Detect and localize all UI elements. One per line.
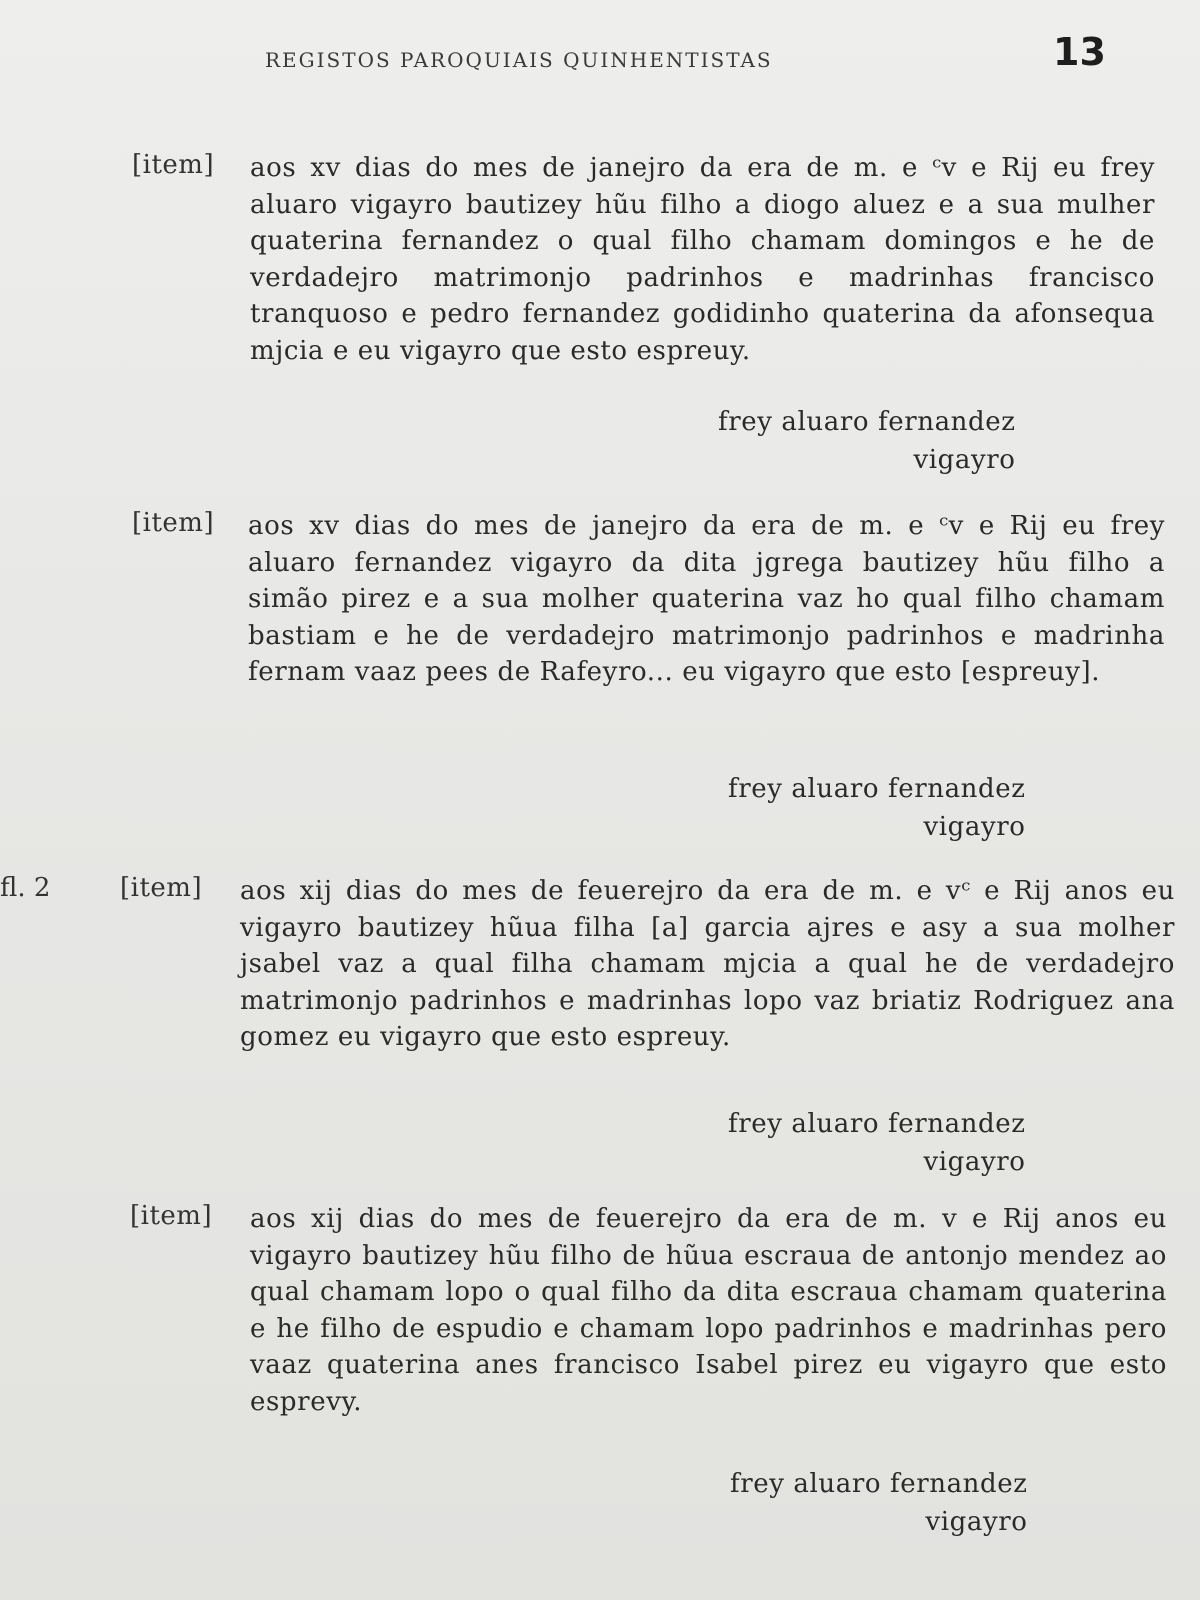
- folio-marker: fl. 2: [0, 873, 51, 903]
- signature-title: vigayro: [925, 1507, 1028, 1537]
- signature-block: [728, 1105, 1026, 1181]
- signature-block: [730, 1465, 1028, 1541]
- signature-title: vigayro: [923, 1147, 1026, 1177]
- signature-name: frey aluaro fernandez: [728, 1109, 1026, 1139]
- running-head: REGISTOS PAROQUIAIS QUINHENTISTAS: [265, 48, 773, 72]
- signature-name: frey aluaro fernandez: [730, 1469, 1028, 1499]
- signature-name: frey aluaro fernandez: [728, 774, 1026, 804]
- signature-block: [728, 770, 1026, 846]
- signature-block: [718, 403, 1016, 479]
- entry-text: aos xv dias do mes de janejro da era de m. e ᶜv e Rij eu frey aluaro vigayro bautizey hũu filho a diogo aluez e a sua mulher quaterina fernandez o qual filho chamam domingos e he de verdadejro matrimonjo padrinhos e madrinhas francisco tranquoso e pedro fernandez godidinho quaterina da afonsequa mjcia e eu vigayro que esto espreuy.: [250, 153, 1155, 366]
- entry-tag: [item]: [130, 1201, 213, 1231]
- signature-title: vigayro: [923, 812, 1026, 842]
- entry-text: aos xij dias do mes de feuerejro da era de m. e vᶜ e Rij anos eu vigayro bautizey hũua filha [a] garcia ajres e asy a sua molher jsabel vaz a qual filha chamam mjcia a qual he de verdadejro matrimonjo padrinhos e madrinhas lopo vaz briatiz Rodriguez ana gomez eu vigayro que esto espreuy.: [240, 876, 1175, 1052]
- entry-tag: [item]: [120, 873, 203, 903]
- signature-title: vigayro: [913, 445, 1016, 475]
- entry-text: aos xij dias do mes de feuerejro da era de m. v e Rij anos eu vigayro bautizey hũu filho de hũua escraua de antonjo mendez ao qual chamam lopo o qual filho da dita escraua chamam quaterina e he filho de espudio e chamam lopo padrinhos e madrinhas pero vaaz quaterina anes francisco Isabel pirez eu vigayro que esto esprevy.: [250, 1204, 1167, 1417]
- entry-tag: [item]: [132, 508, 215, 538]
- page-number: 13: [1053, 30, 1106, 74]
- entry-tag: [item]: [132, 150, 215, 180]
- signature-name: frey aluaro fernandez: [718, 407, 1016, 437]
- entry-text: aos xv dias do mes de janejro da era de m. e ᶜv e Rij eu frey aluaro fernandez vigayro da dita jgrega bautizey hũu filho a simão pirez e a sua molher quaterina vaz ho qual filho chamam bastiam e he de verdadejro matrimonjo padrinhos e madrinha fernam vaaz pees de Rafeyro... eu vigayro que esto [espreuy].: [248, 511, 1165, 687]
